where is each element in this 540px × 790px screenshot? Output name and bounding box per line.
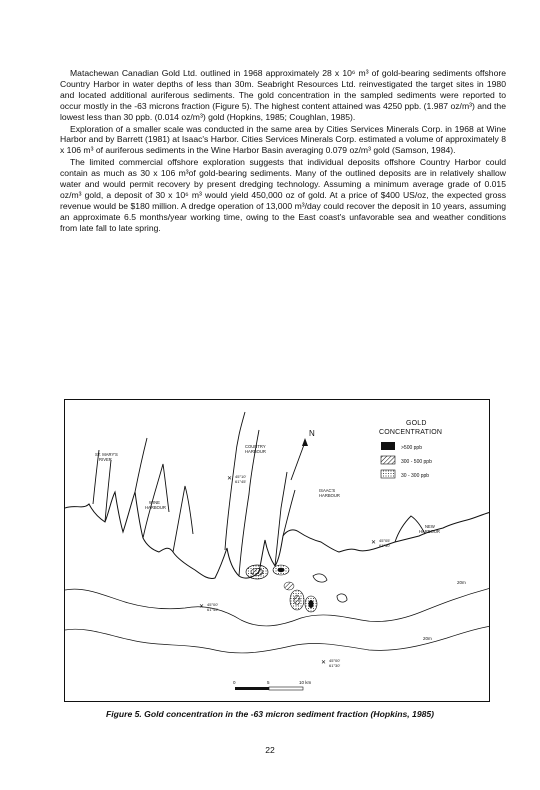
legend: [379, 420, 442, 479]
label-new-harbour-2: HARBOUR: [419, 529, 440, 534]
paragraph-1: Matachewan Canadian Gold Ltd. outlined in 1968 approximately 28 x 10⁶ m³ of gold-bearing sediments offshore Country Harbor in water depths of less than 30m. Seabright Resources Ltd. reinvestigated the target sites in 1980 and located additional auriferous sediments. The gold concentration in the sampled sediments were reported to occur mostly in the -63 microns fraction (Figure 5). The highest content attained was 4250 ppb. (1.987 oz/m³) and the lowest less than 30 ppb. (0.014 oz/m³) gold (Hopkins, 1985; Coughlan, 1985).: [60, 68, 506, 122]
svg-text:✕: ✕: [199, 604, 205, 610]
svg-text:61°45': 61°45': [235, 479, 247, 484]
paragraph-3: The limited commercial offshore exploration suggests that individual deposits offshore Country Harbor could contain as much as 30 x 106 m³of gold-bearing sediments. Many of the outlined deposits are in relatively shallow water and would permit recovery by present dredging technology. Assuming a minimum average grade of 0.015 oz/m³ gold, a deposit of 30 x 10⁶ m³ would yield 450,000 oz of gold. At a price of $400 US/oz, the expected gross revenue would be $180 million. A dredge operation of 13,000 m³/day could recover the deposit in 10 years, assuming an approximate 6.5 months/year working time, owing to the East coast's unfavorable sea and weather conditions from late fall to late spring.: [60, 157, 506, 233]
inlet-isaacs-harbour: [275, 472, 295, 566]
legend-title: GOLD: [406, 420, 427, 427]
figure-map: [64, 399, 490, 702]
scale-end: 10 km: [299, 680, 312, 685]
label-new-harbour: NEW: [425, 524, 435, 529]
label-country-harbour: COUNTRY: [245, 444, 266, 449]
scale-bar: [233, 680, 312, 690]
coordinate-marker: [199, 602, 218, 612]
label-wine-harbour-2: HARBOUR: [145, 505, 166, 510]
legend-item-3: 30 - 300 ppb: [401, 473, 430, 479]
label-country-harbour-2: HARBOUR: [245, 449, 266, 454]
svg-text:✕: ✕: [227, 476, 233, 482]
label-st-marys-2: RIVER: [99, 457, 112, 462]
legend-title-2: CONCENTRATION: [379, 429, 443, 436]
scale-start: 0: [233, 680, 236, 685]
coordinate-marker: [371, 538, 390, 548]
legend-swatch-hatch: [381, 456, 395, 464]
label-isaacs-harbour: ISAAC'S: [319, 488, 336, 493]
north-label: N: [309, 429, 315, 438]
legend-item-1: >500 ppb: [401, 445, 422, 451]
label-wine-harbour: WINE: [149, 500, 160, 505]
legend-swatch-solid: [381, 442, 395, 450]
svg-text:61°30': 61°30': [379, 543, 391, 548]
legend-swatch-dots: [381, 470, 395, 478]
svg-text:61°45': 61°45': [207, 607, 219, 612]
svg-text:45°00': 45°00': [207, 602, 219, 607]
label-st-marys: ST. MARY'S: [95, 452, 118, 457]
svg-text:45°05': 45°05': [379, 538, 391, 543]
coordinate-marker: [321, 658, 340, 668]
north-arrow: [291, 429, 315, 480]
label-isaacs-harbour-2: HARBOUR: [319, 493, 340, 498]
svg-text:45°00': 45°00': [329, 658, 341, 663]
inlet-west-river: [173, 486, 193, 552]
svg-text:✕: ✕: [321, 660, 327, 666]
svg-text:45°10': 45°10': [235, 474, 247, 479]
figure-caption: Figure 5. Gold concentration in the -63 micron sediment fraction (Hopkins, 1985): [105, 709, 435, 719]
paragraph-2: Exploration of a smaller scale was conducted in the same area by Cities Services Minerals Corp. in 1968 at Wine Harbor and by Barrett (1981) at Isaac's Harbor. Cities Services Minerals Corp. estimated a volume of approximately 8 x 106 m³ of auriferous sediments in the Wine Harbor Basin averaging 0.079 oz/m³ gold (Samson, 1984).: [60, 123, 506, 156]
page-number: 22: [265, 745, 275, 755]
depth-label: 20m: [457, 580, 466, 585]
legend-item-2: 300 - 500 ppb: [401, 459, 432, 465]
depth-contour: [65, 588, 490, 626]
svg-text:✕: ✕: [371, 540, 377, 546]
scale-mid: 5: [267, 680, 270, 685]
coordinate-marker: [227, 474, 246, 484]
body-text: [60, 68, 506, 235]
island: [337, 594, 347, 602]
gold-concentration-map: [65, 400, 490, 702]
inlet-country-harbour: [225, 412, 259, 576]
island: [313, 574, 327, 582]
gold-zones: [246, 565, 317, 612]
svg-text:61°30': 61°30': [329, 663, 341, 668]
depth-label: 20m: [423, 636, 432, 641]
